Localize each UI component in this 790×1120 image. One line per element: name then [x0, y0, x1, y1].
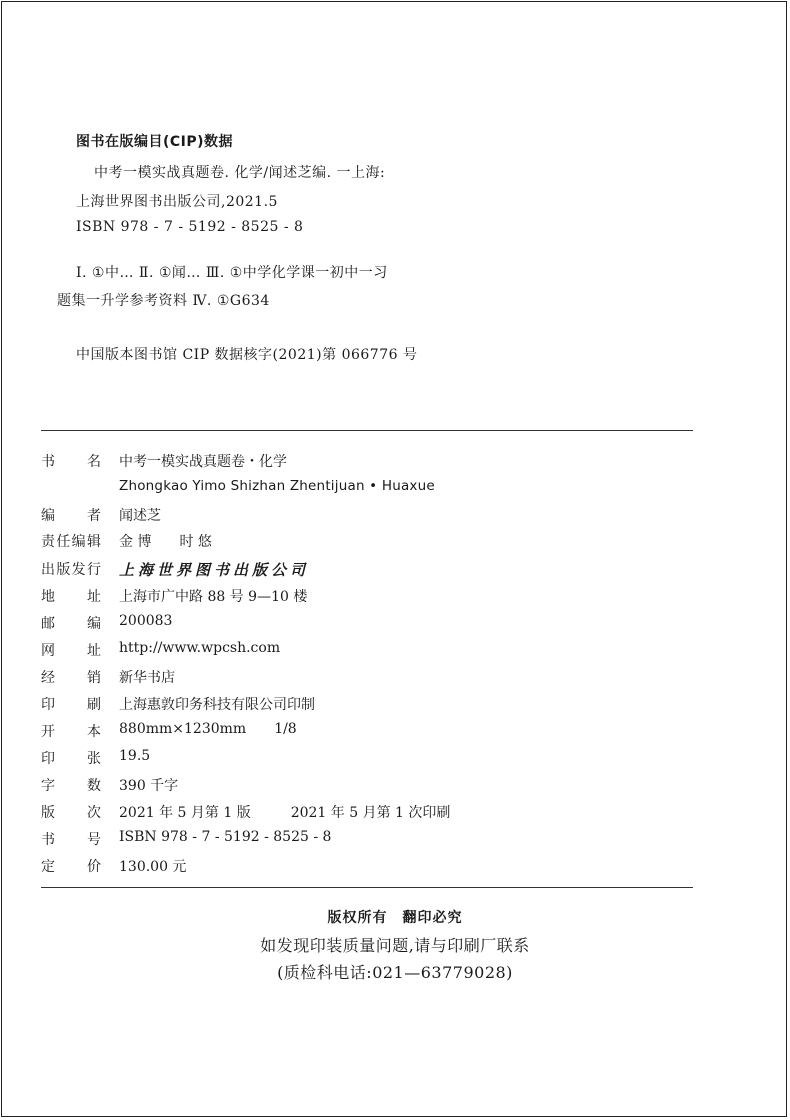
info-key-publisher: 出 版 发 行 — [41, 562, 101, 578]
edition-printing: 2021 年 5 月第 1 次印刷 — [290, 805, 451, 821]
cip-line-record-number: 中国版本图书馆 CIP 数据核字(2021)第 066776 号 — [76, 347, 418, 363]
responsible-editor-2: 时 悠 — [179, 534, 212, 550]
info-key-edition: 版 次 — [41, 805, 101, 821]
info-key-postcode: 邮 编 — [41, 616, 101, 632]
cip-title: 图书在版编目(CIP)数据 — [76, 134, 234, 150]
info-key-website: 网 址 — [41, 643, 101, 659]
responsible-editor-1: 金 博 — [119, 534, 152, 550]
info-val-postcode: 200083 — [119, 613, 173, 629]
info-val-title: 中考一模实战真题卷・化学 — [119, 454, 287, 470]
info-key-editor: 编 者 — [41, 508, 101, 524]
info-val-printer: 上海惠敦印务科技有限公司印制 — [119, 697, 315, 713]
edition-version: 2021 年 5 月第 1 版 — [119, 805, 251, 821]
publisher-logo-text: 上海世界图书出版公司 — [119, 561, 310, 579]
info-val-website: http://www.wpcsh.com — [119, 640, 281, 656]
copyright-notice: 版权所有 翻印必究 — [327, 910, 463, 926]
quality-notice: 如发现印装质量问题,请与印刷厂联系 — [260, 936, 530, 955]
info-val-edition — [119, 802, 450, 822]
info-val-isbn: ISBN 978 - 7 - 5192 - 8525 - 8 — [119, 829, 332, 845]
info-key-sheets: 印 张 — [41, 751, 101, 767]
info-key-address: 地 址 — [41, 589, 101, 605]
cip-line-isbn: ISBN 978 - 7 - 5192 - 8525 - 8 — [76, 219, 304, 235]
format-size: 880mm×1230mm — [119, 721, 247, 737]
info-key-format: 开 本 — [41, 724, 101, 740]
info-key-responsible-editor: 责 任 编 辑 — [41, 534, 101, 550]
info-key-price: 定 价 — [41, 859, 101, 875]
divider-bottom — [41, 887, 693, 888]
info-val-distributor: 新华书店 — [119, 670, 175, 686]
cip-line-publisher: 上海世界图书出版公司,2021.5 — [76, 194, 278, 210]
divider-top — [41, 430, 693, 431]
info-key-title: 书 名 — [41, 454, 101, 470]
info-val-pinyin: Zhongkao Yimo Shizhan Zhentijuan • Huaxue — [119, 478, 435, 494]
info-val-format — [119, 721, 297, 737]
info-val-editor: 闻述芝 — [119, 508, 161, 524]
info-key-distributor: 经 销 — [41, 670, 101, 686]
cip-line-classification-cont: 题集一升学参考资料 Ⅳ. ①G634 — [57, 293, 270, 309]
info-val-price: 130.00 元 — [119, 859, 187, 875]
cip-line-classification: Ⅰ. ①中… Ⅱ. ①闻… Ⅲ. ①中学化学课一初中一习 — [76, 265, 388, 281]
info-key-isbn: 书 号 — [41, 832, 101, 848]
info-val-responsible-editor — [119, 531, 212, 551]
cip-line-title: 中考一模实战真题卷. 化学/闻述芝编. 一上海: — [94, 165, 386, 181]
info-val-address: 上海市广中路 88 号 9—10 楼 — [119, 589, 308, 605]
quality-phone: (质检科电话:021—63779028) — [277, 963, 513, 982]
info-key-printer: 印 刷 — [41, 697, 101, 713]
info-key-words: 字 数 — [41, 778, 101, 794]
format-fold: 1/8 — [274, 721, 297, 737]
info-val-sheets: 19.5 — [119, 748, 151, 764]
info-val-words: 390 千字 — [119, 778, 179, 794]
